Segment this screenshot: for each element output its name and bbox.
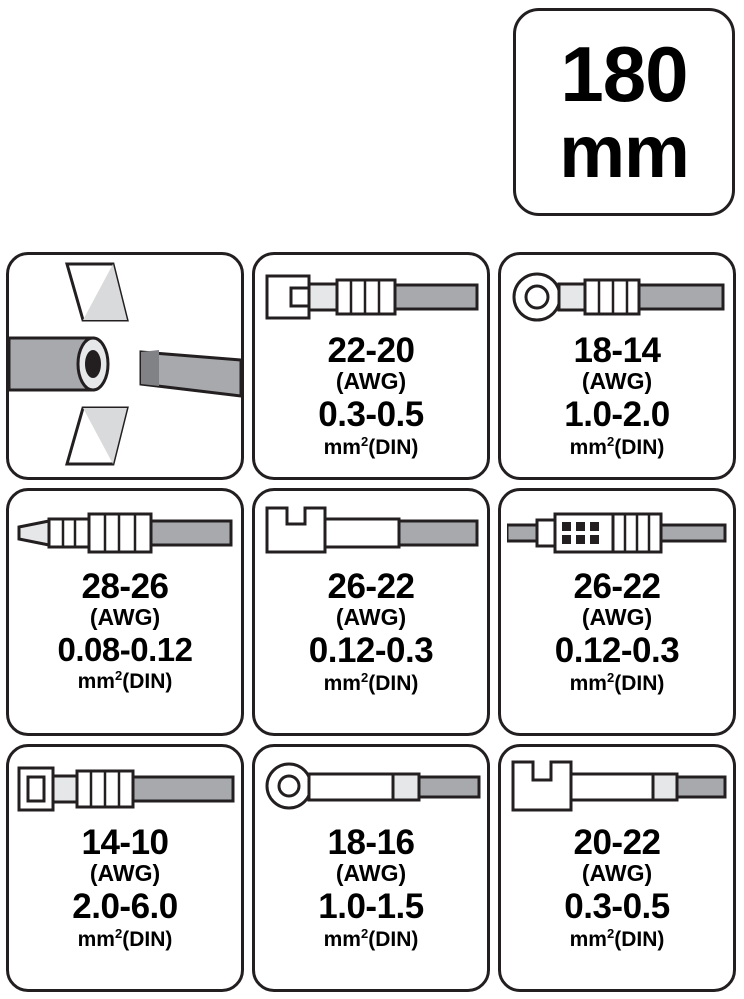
din-unit: $mm^2(DIN)$ <box>569 926 665 951</box>
female-disconnect-terminal-icon <box>9 753 241 825</box>
din-unit: $mm^2(DIN)$ <box>569 434 665 459</box>
awg-unit: (AWG) <box>89 860 161 886</box>
din-range: 2.0-6.0 <box>72 887 178 926</box>
din-range: 0.3-0.5 <box>318 395 424 434</box>
awg-unit: (AWG) <box>581 860 653 886</box>
terminal-spec-grid <box>6 252 738 999</box>
spec-labels <box>9 825 241 950</box>
pin-terminal-icon <box>9 497 241 569</box>
awg-range: 14-10 <box>81 823 169 862</box>
spec-cell-ring-18-16 <box>252 744 490 992</box>
din-unit: $mm^2(DIN)$ <box>323 670 419 695</box>
awg-range: 22-20 <box>327 331 415 370</box>
awg-range: 26-22 <box>573 567 661 606</box>
spec-cell-open-barrel-26-22 <box>498 488 736 736</box>
din-range: 0.12-0.3 <box>554 631 680 670</box>
spec-labels <box>501 333 733 458</box>
spec-row-2 <box>6 488 738 736</box>
spec-cell-pin-28-26 <box>6 488 244 736</box>
spec-labels <box>255 569 487 694</box>
awg-range: 20-22 <box>573 823 661 862</box>
din-unit: $mm^2(DIN)$ <box>77 926 173 951</box>
open-barrel-terminal-icon <box>501 497 733 569</box>
awg-unit: (AWG) <box>89 604 161 630</box>
awg-unit: (AWG) <box>581 368 653 394</box>
ring-terminal-small-icon <box>255 753 487 825</box>
spec-cell-cutter <box>6 252 244 480</box>
spec-row-1 <box>6 252 738 480</box>
awg-unit: (AWG) <box>581 604 653 630</box>
wire-cutter-jaws-icon <box>9 255 241 477</box>
fork-terminal-wide-icon <box>501 753 733 825</box>
spec-row-3 <box>6 744 738 992</box>
din-unit: $mm^2(DIN)$ <box>569 670 665 695</box>
spec-cell-fork-26-22 <box>252 488 490 736</box>
spec-labels <box>255 825 487 950</box>
awg-unit: (AWG) <box>335 604 407 630</box>
spec-cell-fork-20-22 <box>498 744 736 992</box>
din-range: 1.0-1.5 <box>318 887 424 926</box>
spec-labels <box>501 825 733 950</box>
size-badge-unit: mm <box>559 109 689 193</box>
awg-range: 26-22 <box>327 567 415 606</box>
spec-labels <box>9 569 241 692</box>
din-range: 0.3-0.5 <box>564 887 670 926</box>
size-badge-number: 180 <box>560 29 688 118</box>
awg-unit: (AWG) <box>335 860 407 886</box>
din-range: 0.08-0.12 <box>57 631 193 668</box>
fork-terminal-icon <box>255 497 487 569</box>
awg-unit: (AWG) <box>335 368 407 394</box>
spade-terminal-icon <box>255 261 487 333</box>
size-badge <box>513 8 735 216</box>
awg-range: 28-26 <box>81 567 169 606</box>
awg-range: 18-16 <box>327 823 415 862</box>
ring-terminal-icon <box>501 261 733 333</box>
din-range: 1.0-2.0 <box>564 395 670 434</box>
spec-labels <box>501 569 733 694</box>
din-unit: $mm^2(DIN)$ <box>323 926 419 951</box>
din-unit: $mm^2(DIN)$ <box>77 668 173 693</box>
din-unit: $mm^2(DIN)$ <box>323 434 419 459</box>
din-range: 0.12-0.3 <box>308 631 434 670</box>
spec-cell-ring-18-14 <box>498 252 736 480</box>
spec-labels <box>255 333 487 458</box>
spec-cell-disconnect-14-10 <box>6 744 244 992</box>
spec-cell-spade-22-20 <box>252 252 490 480</box>
awg-range: 18-14 <box>573 331 661 370</box>
